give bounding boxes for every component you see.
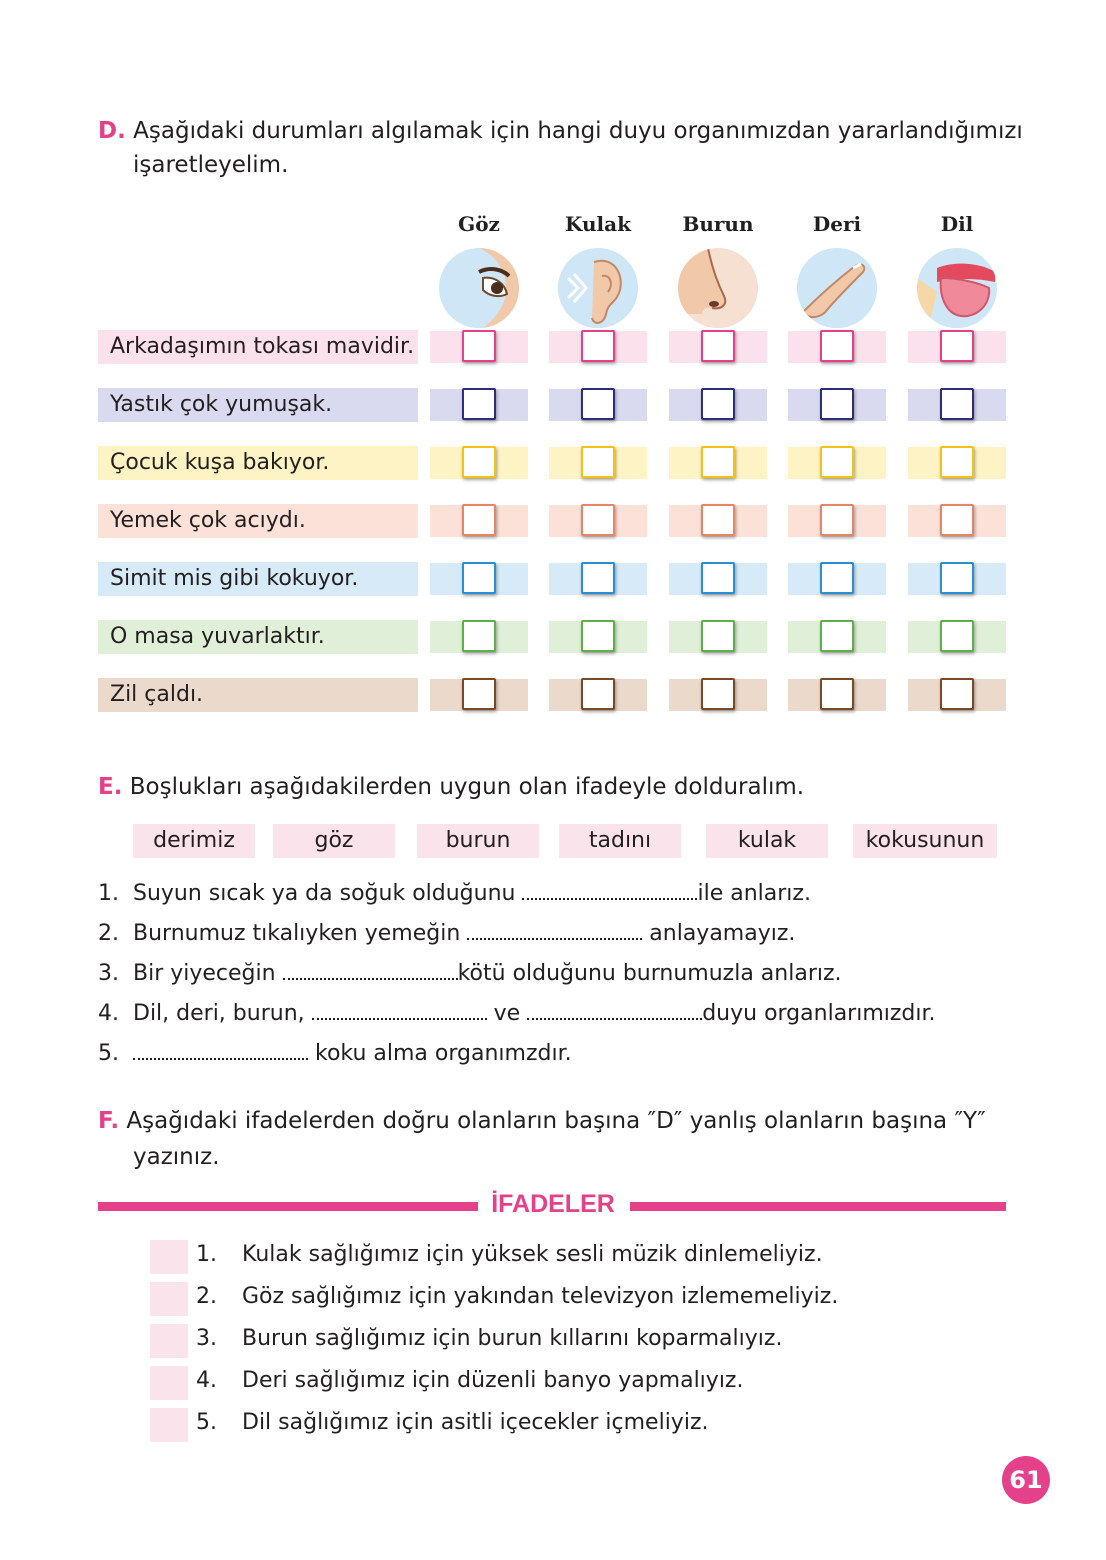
row-label: Yemek çok acıydı. — [98, 504, 418, 538]
word-bank-item: kokusunun — [853, 824, 997, 858]
blank-field[interactable] — [527, 1000, 702, 1020]
statement-number: 4. — [196, 1368, 217, 1393]
answer-box[interactable] — [150, 1282, 188, 1316]
sentence-number: 5. — [98, 1041, 119, 1066]
checkbox[interactable] — [820, 504, 854, 536]
checkbox[interactable] — [581, 562, 615, 594]
word-bank-item: derimiz — [133, 824, 255, 858]
blank-field[interactable] — [522, 880, 697, 900]
row-label: Çocuk kuşa bakıyor. — [98, 446, 418, 480]
organ-header-0: Göz — [458, 212, 500, 236]
section-f-text-line2: yazınız. — [133, 1144, 220, 1170]
row-label: Arkadaşımın tokası mavidir. — [98, 330, 418, 364]
sentence-text-b: ile anlarız. — [697, 881, 811, 906]
organ-header-1: Kulak — [565, 212, 631, 236]
checkbox[interactable] — [701, 504, 735, 536]
checkbox[interactable] — [940, 678, 974, 710]
sentence-text-b: koku alma organımzdır. — [308, 1041, 572, 1066]
checkbox[interactable] — [701, 678, 735, 710]
ear-icon — [558, 248, 638, 328]
sentence-text-b: kötü olduğunu burnumuzla anlarız. — [457, 961, 842, 986]
section-f-text-line1: Aşağıdaki ifadelerden doğru olanların başına ″D″ yanlış olanların başına ″Y″ — [126, 1108, 986, 1134]
organ-header-2: Burun — [682, 212, 754, 236]
checkbox[interactable] — [940, 330, 974, 362]
blank-field[interactable] — [312, 1000, 487, 1020]
statement-text: Dil sağlığımız için asitli içecekler içmeliyiz. — [242, 1410, 709, 1435]
section-e-letter: E. — [98, 774, 123, 800]
statement-text: Deri sağlığımız için düzenli banyo yapmalıyız. — [242, 1368, 744, 1393]
sentence-text-mid: ve — [493, 1001, 521, 1026]
section-f-heading — [98, 1104, 986, 1138]
word-bank-item: burun — [417, 824, 539, 858]
checkbox[interactable] — [462, 620, 496, 652]
checkbox[interactable] — [820, 620, 854, 652]
sentence-text-a: Suyun sıcak ya da soğuk olduğunu — [133, 881, 516, 906]
nose-icon — [678, 248, 758, 328]
statement-text: Kulak sağlığımız için yüksek sesli müzik dinlemeliyiz. — [242, 1242, 823, 1267]
sentence-text-a: Bir yiyeceğin — [133, 961, 276, 986]
checkbox[interactable] — [940, 562, 974, 594]
checkbox[interactable] — [701, 388, 735, 420]
checkbox[interactable] — [701, 620, 735, 652]
sentence-number: 2. — [98, 921, 119, 946]
eye-icon — [439, 248, 519, 328]
row-label: Yastık çok yumuşak. — [98, 388, 418, 422]
sentence-text-a: Dil, deri, burun, — [133, 1001, 305, 1026]
tongue-icon — [917, 248, 997, 328]
checkbox[interactable] — [701, 562, 735, 594]
answer-box[interactable] — [150, 1366, 188, 1400]
section-d-heading — [98, 114, 1023, 148]
statement-number: 2. — [196, 1284, 217, 1309]
section-f-letter: F. — [98, 1108, 120, 1134]
sentence-line — [98, 1038, 572, 1070]
page-number: 61 — [1002, 1456, 1050, 1504]
row-label: Simit mis gibi kokuyor. — [98, 562, 418, 596]
blank-field[interactable] — [283, 960, 458, 980]
sentence-number: 1. — [98, 881, 119, 906]
checkbox[interactable] — [581, 446, 615, 478]
blank-field[interactable] — [467, 920, 642, 940]
statement-text: Burun sağlığımız için burun kıllarını koparmalıyız. — [242, 1326, 783, 1351]
blank-field[interactable] — [133, 1040, 308, 1060]
checkbox[interactable] — [820, 388, 854, 420]
sentence-text-a: Burnumuz tıkalıyken yemeğin — [133, 921, 461, 946]
sentence-number: 4. — [98, 1001, 119, 1026]
statement-number: 1. — [196, 1242, 217, 1267]
sentence-line — [98, 918, 795, 950]
checkbox[interactable] — [940, 620, 974, 652]
checkbox[interactable] — [940, 504, 974, 536]
skin-icon — [797, 248, 877, 328]
word-bank-item: tadını — [559, 824, 681, 858]
section-e-heading — [98, 770, 804, 804]
row-label: O masa yuvarlaktır. — [98, 620, 418, 654]
statement-text: Göz sağlığımız için yakından televizyon izlememeliyiz. — [242, 1284, 839, 1309]
answer-box[interactable] — [150, 1240, 188, 1274]
sentence-line — [98, 878, 811, 910]
sentence-line — [98, 958, 842, 990]
section-d-letter: D. — [98, 118, 126, 144]
checkbox[interactable] — [581, 330, 615, 362]
checkbox[interactable] — [462, 562, 496, 594]
checkbox[interactable] — [701, 446, 735, 478]
checkbox[interactable] — [581, 678, 615, 710]
checkbox[interactable] — [820, 330, 854, 362]
checkbox[interactable] — [581, 388, 615, 420]
checkbox[interactable] — [820, 446, 854, 478]
statement-number: 3. — [196, 1326, 217, 1351]
checkbox[interactable] — [701, 330, 735, 362]
word-bank-item: kulak — [706, 824, 828, 858]
checkbox[interactable] — [940, 446, 974, 478]
sentence-number: 3. — [98, 961, 119, 986]
organ-header-4: Dil — [940, 212, 974, 236]
checkbox[interactable] — [940, 388, 974, 420]
checkbox[interactable] — [820, 678, 854, 710]
checkbox[interactable] — [462, 388, 496, 420]
checkbox[interactable] — [462, 330, 496, 362]
checkbox[interactable] — [462, 678, 496, 710]
sentence-text-b: anlayamayız. — [642, 921, 796, 946]
checkbox[interactable] — [581, 504, 615, 536]
row-label: Zil çaldı. — [98, 678, 418, 712]
ifadeler-title: İFADELER — [491, 1190, 615, 1218]
checkbox[interactable] — [581, 620, 615, 652]
ifadeler-rule-left — [98, 1202, 478, 1211]
organ-header-3: Deri — [812, 212, 862, 236]
answer-box[interactable] — [150, 1408, 188, 1442]
sentence-line — [98, 998, 936, 1030]
word-bank-item: göz — [273, 824, 395, 858]
section-d-text-line1: Aşağıdaki durumları algılamak için hangi duyu organımızdan yararlandığımızı — [133, 118, 1023, 144]
section-d-text-line2: işaretleyelim. — [133, 152, 289, 178]
answer-box[interactable] — [150, 1324, 188, 1358]
ifadeler-rule-right — [630, 1202, 1006, 1211]
checkbox[interactable] — [462, 504, 496, 536]
section-e-text: Boşlukları aşağıdakilerden uygun olan ifadeyle dolduralım. — [129, 774, 805, 800]
sentence-text-b: duyu organlarımızdır. — [702, 1001, 936, 1026]
statement-number: 5. — [196, 1410, 217, 1435]
checkbox[interactable] — [820, 562, 854, 594]
checkbox[interactable] — [462, 446, 496, 478]
